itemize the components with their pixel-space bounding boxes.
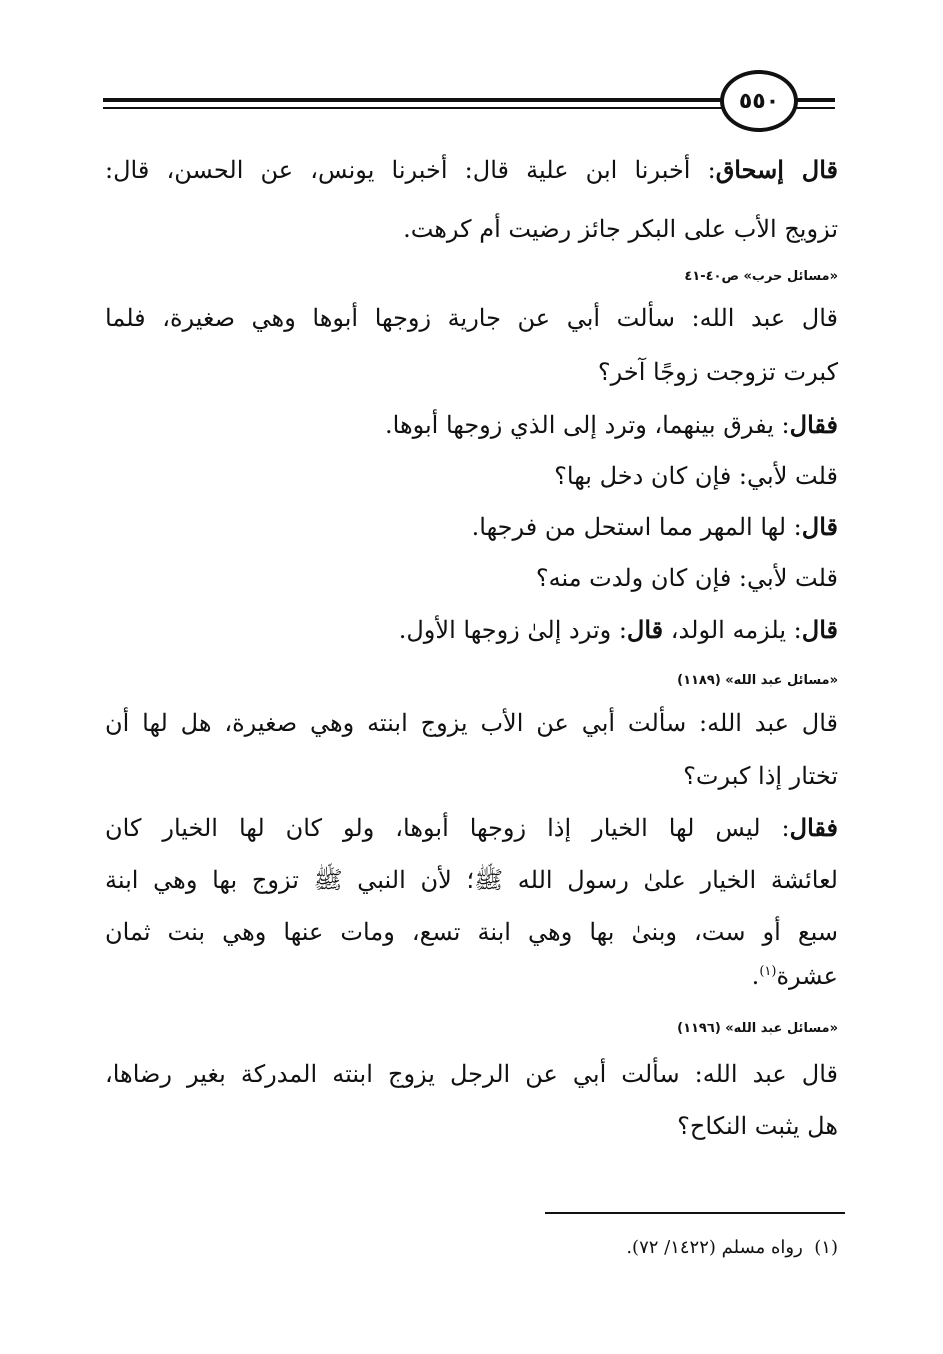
text-line: هل يثبت النكاح؟	[677, 1112, 838, 1140]
text-line	[752, 960, 838, 992]
speaker-label: قال إسحاق	[715, 155, 838, 184]
header-rule-right	[795, 98, 835, 102]
line-text: .	[751, 962, 760, 990]
speaker-label: فقال	[789, 813, 838, 842]
line-text: : وترد إلىٰ زوجها الأول.	[398, 616, 627, 644]
footnote-ref[interactable]: (١)	[759, 964, 777, 979]
line-text: : ليس لها الخيار إذا زوجها أبوها، ولو كان لها الخيار كان	[105, 814, 790, 842]
header-rule-thin	[103, 107, 723, 109]
text-line	[472, 511, 838, 543]
source-citation: «مسائل حرب» ص٤٠-٤١	[684, 269, 838, 284]
speaker-label: فقال	[789, 410, 838, 439]
line-text: : يفرق بينهما، وترد إلى الذي زوجها أبوها.	[385, 411, 790, 439]
footnote-marker: (١)	[814, 1237, 838, 1258]
text-line	[105, 154, 838, 186]
text-line: قال عبد الله: سألت أبي عن جارية زوجها أبوها وهي صغيرة، فلما	[105, 304, 838, 332]
footnote-rule	[545, 1212, 845, 1214]
header-rule	[103, 98, 723, 102]
text-line	[385, 409, 838, 441]
line-text: : لها المهر مما استحل من فرجها.	[471, 513, 802, 541]
text-line: قلت لأبي: فإن كان دخل بها؟	[554, 462, 838, 490]
text-line	[399, 614, 838, 646]
footnote	[626, 1236, 838, 1260]
footnote-text: رواه مسلم (١٤٢٢/ ٧٢).	[626, 1237, 803, 1258]
header-rule-right-thin	[795, 107, 835, 109]
line-text: : أخبرنا ابن علية قال: أخبرنا يونس، عن الحسن، قال:	[105, 156, 716, 184]
line-text: عشرة	[776, 962, 838, 990]
text-line: قال عبد الله: سألت أبي عن الأب يزوج ابنته وهي صغيرة، هل لها أن	[105, 709, 838, 737]
text-line: تختار إذا كبرت؟	[683, 762, 838, 790]
text-line: تزويج الأب على البكر جائز رضيت أم كرهت.	[403, 215, 838, 243]
speaker-label: قال	[801, 512, 838, 541]
page-number: ٥٥٠	[720, 70, 798, 132]
source-citation: «مسائل عبد الله» (١١٩٦)	[677, 1021, 838, 1036]
text-line	[105, 812, 838, 844]
speaker-label: قال	[801, 615, 838, 644]
text-line: قلت لأبي: فإن كان ولدت منه؟	[535, 564, 838, 592]
source-citation: «مسائل عبد الله» (١١٨٩)	[677, 673, 838, 688]
text-line: قال عبد الله: سألت أبي عن الرجل يزوج ابنته المدركة بغير رضاها،	[105, 1060, 838, 1088]
speaker-label: قال	[626, 615, 664, 644]
line-text: : يلزمه الولد،	[670, 616, 802, 644]
text-line: كبرت تزوجت زوجًا آخر؟	[597, 358, 838, 386]
text-line: سبع أو ست، وبنىٰ بها وهي ابنة تسع، ومات عنها وهي بنت ثمان	[105, 918, 838, 946]
text-line: لعائشة الخيار علىٰ رسول الله ﷺ؛ لأن النبي ﷺ تزوج بها وهي ابنة	[105, 866, 838, 894]
